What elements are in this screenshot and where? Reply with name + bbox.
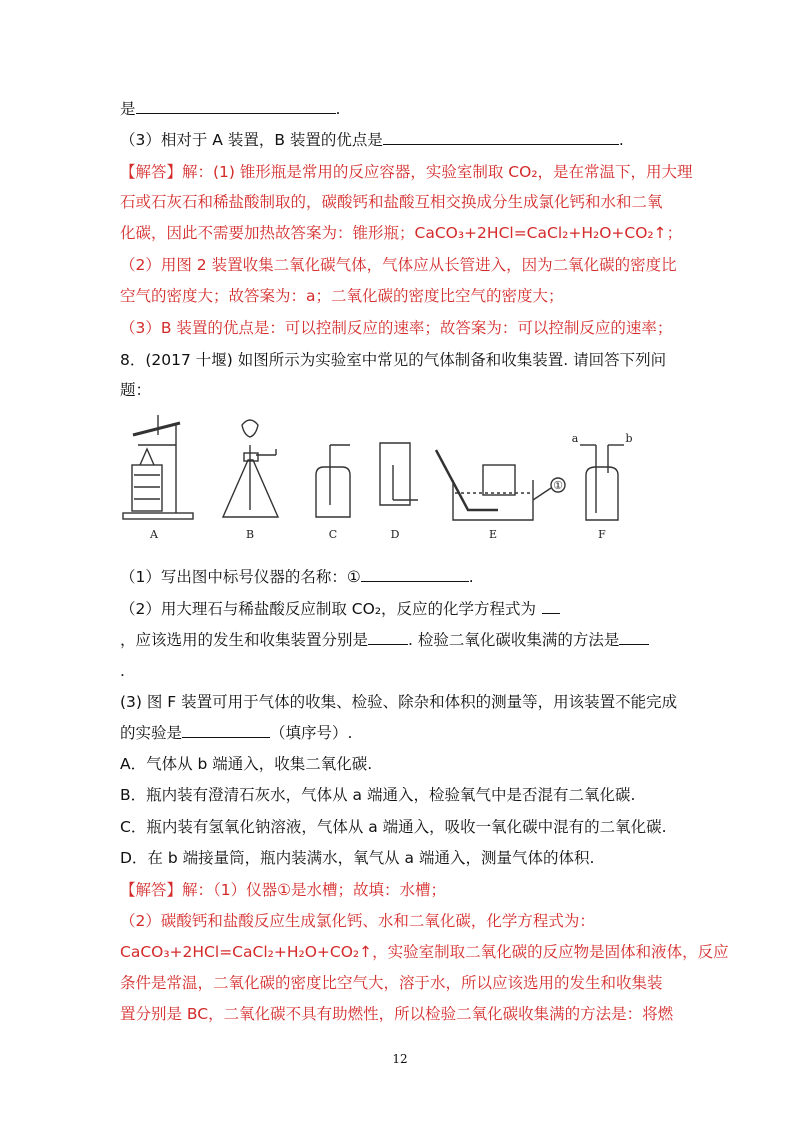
- text: 是: [120, 100, 136, 118]
- answer-blank: [542, 598, 560, 614]
- answer-line-5: 空气的密度大；故答案为：a；二氧化碳的密度比空气的密度大；: [120, 287, 564, 305]
- label-d: D: [390, 528, 400, 541]
- answer-line-3: 化碳，因此不需要加热故答案为：锥形瓶；CaCO₃+2HCl=CaCl₂+H₂O+CO₂↑；: [120, 224, 683, 242]
- option-a: A．气体从 b 端通入，收集二氧化碳.: [120, 755, 373, 773]
- part-1-line: [120, 566, 700, 588]
- solution-line-5: 置分别是 BC，二氧化碳不具有助燃性，所以检验二氧化碳收集满的方法是：将燃: [120, 1005, 674, 1023]
- option-c: C．瓶内装有氢氧化钠溶液，气体从 a 端通入，吸收一氧化碳中混有的二氧化碳.: [120, 818, 667, 836]
- question-line-1: [120, 98, 700, 120]
- question-3-line: [120, 129, 700, 151]
- part-3-line-1: (3) 图 F 装置可用于气体的收集、检验、除杂和体积的测量等，用该装置不能完成: [120, 693, 678, 711]
- text: .: [335, 100, 341, 118]
- solution-line-4: 条件是常温，二氧化碳的密度比空气大，溶于水，所以应该选用的发生和收集装: [120, 974, 663, 992]
- mark-1: ①: [553, 479, 563, 492]
- answer-blank: [619, 629, 649, 645]
- text: .: [468, 568, 474, 586]
- solution-line-1: 【解答】解：（1）仪器①是水槽；故填：水槽；: [120, 881, 447, 899]
- solution-line-3: CaCO₃+2HCl=CaCl₂+H₂O+CO₂↑，实验室制取二氧化碳的反应物是固体和液体，反应: [120, 943, 729, 961]
- answer-line-2: 石或石灰石和稀盐酸制取的，碳酸钙和盐酸互相交换成分生成氯化钙和水和二氧: [120, 193, 663, 211]
- answer-line-6: （3）B 装置的优点是：可以控制反应的速率；故答案为：可以控制反应的速率；: [120, 319, 673, 337]
- text: （3）相对于 A 装置，B 装置的优点是: [120, 131, 383, 149]
- answer-blank: [136, 98, 336, 114]
- answer-blank: [368, 629, 408, 645]
- part-2-line-1: [120, 598, 700, 620]
- port-a: a: [571, 432, 579, 445]
- label-c: C: [328, 528, 338, 541]
- question-8-line-2: 题：: [120, 381, 152, 399]
- apparatus-d-icon: [380, 443, 418, 505]
- apparatus-b-icon: [223, 420, 278, 517]
- label-a: A: [150, 528, 158, 541]
- part-2-line-2: [120, 629, 700, 651]
- label-f: F: [598, 528, 606, 541]
- part-3-line-2: [120, 722, 700, 744]
- text: （2）用大理石与稀盐酸反应制取 CO₂，反应的化学方程式为: [120, 600, 537, 618]
- apparatus-a-icon: [123, 415, 193, 519]
- text: 的实验是: [120, 724, 183, 742]
- question-8-line-1: 8．(2017 十堰) 如图所示为实验室中常见的气体制备和收集装置. 请回答下列问: [120, 351, 667, 369]
- text: .: [618, 131, 624, 149]
- answer-line-1: 【解答】解：(1) 锥形瓶是常用的反应容器，实验室制取 CO₂，是在常温下，用大理: [120, 163, 693, 181]
- option-d: D．在 b 端接量筒，瓶内装满水，氧气从 a 端通入，测量气体的体积.: [120, 849, 595, 867]
- page-number: 12: [392, 1052, 408, 1066]
- text: （填序号）.: [270, 724, 353, 742]
- port-b: b: [625, 432, 633, 445]
- label-b: B: [245, 528, 255, 541]
- answer-blank: [361, 566, 469, 582]
- apparatus-f-icon: [580, 445, 624, 520]
- text: ，应该选用的发生和收集装置分别是: [120, 631, 369, 649]
- apparatus-e-icon: [436, 450, 565, 520]
- part-2-line-3: .: [120, 662, 125, 680]
- option-b: B．瓶内装有澄清石灰水，气体从 a 端通入，检验氧气中是否混有二氧化碳.: [120, 786, 636, 804]
- answer-blank: [182, 722, 270, 738]
- answer-line-4: （2）用图 2 装置收集二氧化碳气体，气体应从长管进入，因为二氧化碳的密度比: [120, 256, 677, 274]
- text: . 检验二氧化碳收集满的方法是: [408, 631, 620, 649]
- apparatus-c-icon: [316, 445, 350, 517]
- text: （1）写出图中标号仪器的名称：①: [120, 568, 361, 586]
- label-e: E: [488, 528, 498, 541]
- solution-line-2: （2）碳酸钙和盐酸反应生成氯化钙、水和二氧化碳，化学方程式为：: [120, 912, 595, 930]
- apparatus-figure: [118, 405, 708, 545]
- answer-blank: [383, 129, 619, 145]
